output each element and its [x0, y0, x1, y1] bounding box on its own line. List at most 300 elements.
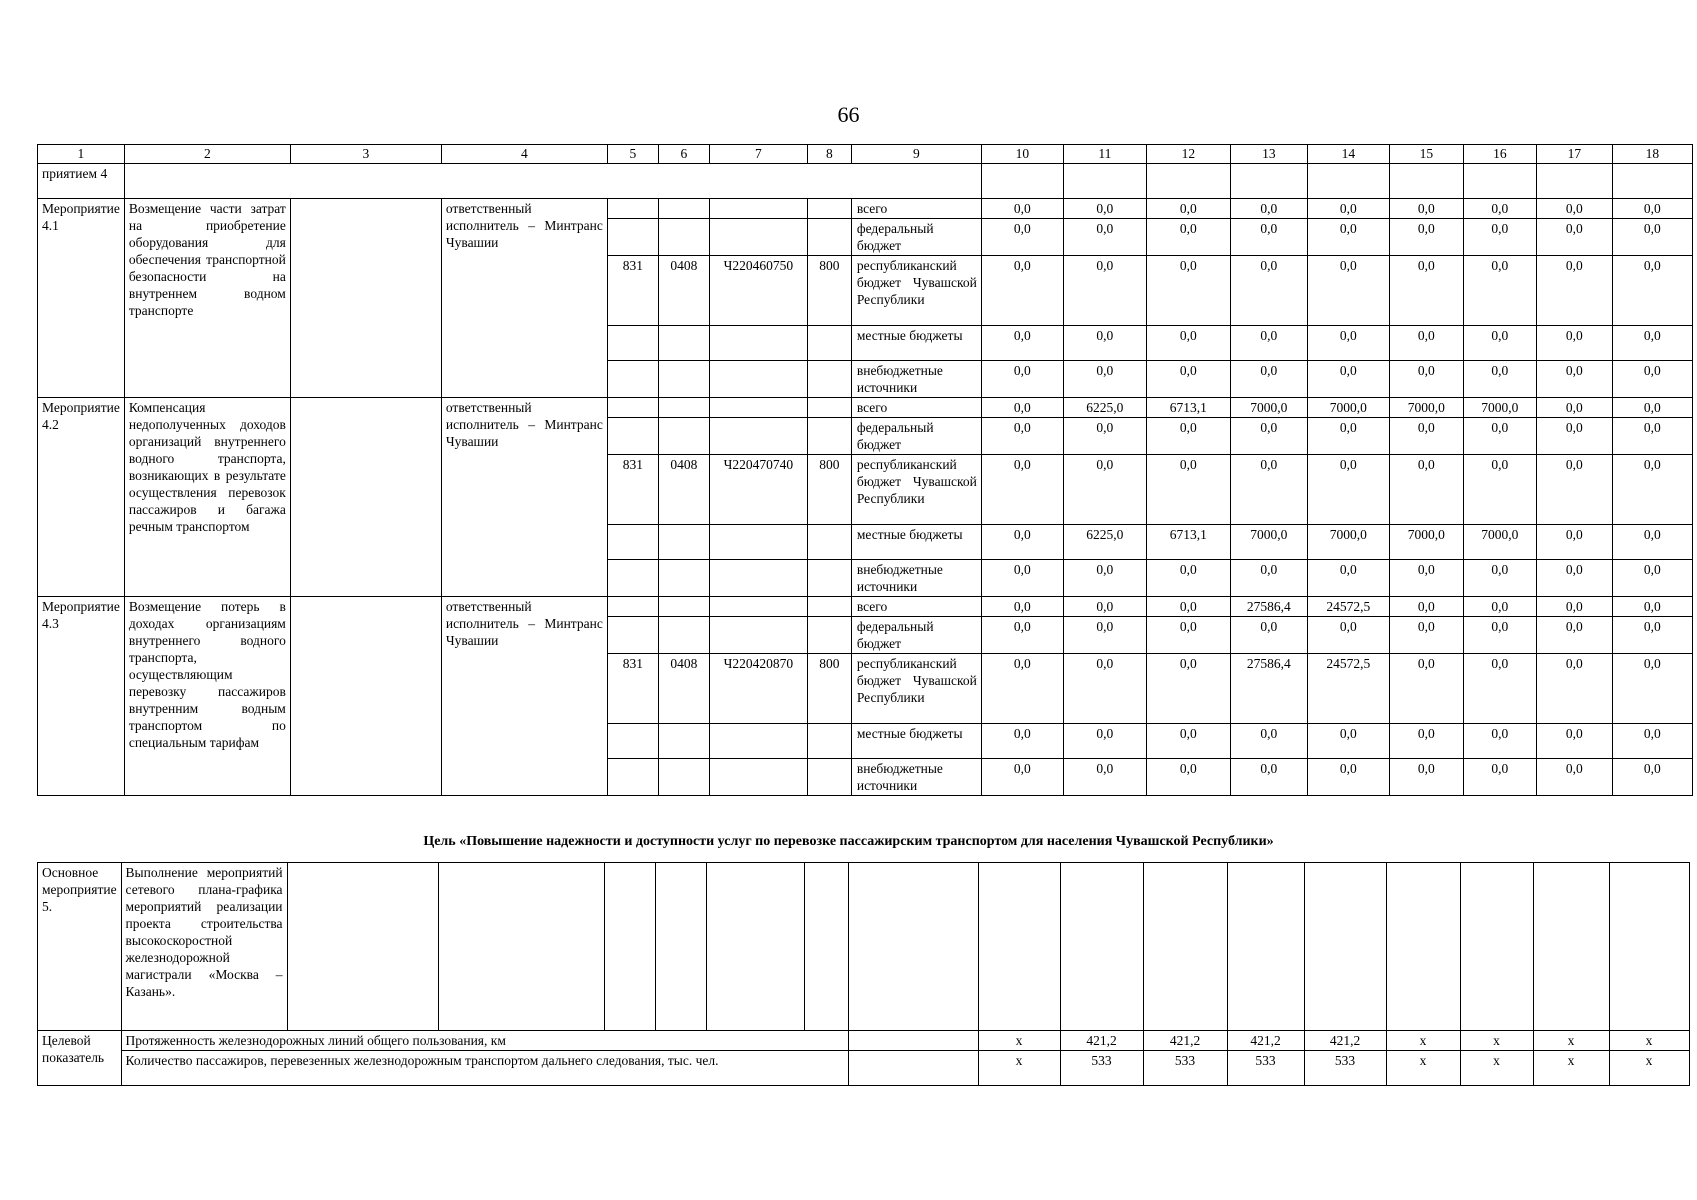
- value-cell: 0,0: [1536, 759, 1612, 796]
- indicator-value-cell: 533: [1304, 1051, 1386, 1086]
- value-cell: 0,0: [1230, 759, 1307, 796]
- value-cell: 0,0: [1063, 219, 1146, 256]
- empty-cell: [709, 199, 807, 219]
- value-cell: 0,0: [1063, 418, 1146, 455]
- column-number: 3: [290, 145, 441, 164]
- value-cell: 0,0: [1463, 617, 1536, 654]
- value-cell: 0,0: [1307, 418, 1389, 455]
- value-cell: 0,0: [1146, 654, 1230, 724]
- empty-cell: [709, 724, 807, 759]
- indicator-row: [38, 1051, 1690, 1086]
- empty-cell: [1609, 863, 1689, 1031]
- table-row: [38, 164, 1693, 199]
- value-cell: 0,0: [1536, 418, 1612, 455]
- value-cell: 0,0: [981, 418, 1063, 455]
- empty-cell: [978, 863, 1060, 1031]
- value-cell: 7000,0: [1307, 525, 1389, 560]
- value-cell: 0,0: [1389, 199, 1463, 219]
- value-cell: 0,0: [1389, 326, 1463, 361]
- value-cell: 0,0: [1389, 455, 1463, 525]
- value-cell: 0,0: [1463, 560, 1536, 597]
- value-cell: 0,0: [1230, 560, 1307, 597]
- empty-cell: [807, 418, 851, 455]
- empty-cell: [124, 164, 981, 199]
- section-code-cell: 0408: [658, 654, 709, 724]
- value-cell: 0,0: [1463, 219, 1536, 256]
- value-cell: 27586,4: [1230, 654, 1307, 724]
- indicator-value-cell: x: [978, 1051, 1060, 1086]
- target-code-cell: Ч220460750: [709, 256, 807, 326]
- value-cell: 0,0: [1063, 560, 1146, 597]
- empty-cell: [848, 863, 978, 1031]
- indicator-value-cell: x: [1386, 1031, 1460, 1051]
- value-cell: 0,0: [1612, 219, 1692, 256]
- value-cell: 7000,0: [1230, 398, 1307, 418]
- indicator-value-cell: 421,2: [1060, 1031, 1143, 1051]
- value-cell: 0,0: [1230, 219, 1307, 256]
- empty-cell: [709, 597, 807, 617]
- indicator-value-cell: x: [1609, 1031, 1689, 1051]
- value-cell: 0,0: [981, 724, 1063, 759]
- main-measure-name-cell: Выполнение мероприятий сетевого плана-графика мероприятий реализации проекта строительства высокоскоростной железнодорожной магистрали «Москва – Казань».: [121, 863, 287, 1031]
- value-cell: 0,0: [1612, 455, 1692, 525]
- section-code-cell: 0408: [658, 256, 709, 326]
- value-cell: 0,0: [1463, 361, 1536, 398]
- value-cell: 0,0: [981, 219, 1063, 256]
- value-cell: 0,0: [1612, 759, 1692, 796]
- value-cell: 0,0: [981, 617, 1063, 654]
- value-cell: 0,0: [1536, 326, 1612, 361]
- value-cell: 0,0: [981, 326, 1063, 361]
- main-measure-label-cell: Основное мероприятие 5.: [38, 863, 122, 1031]
- empty-cell: [1227, 863, 1304, 1031]
- value-cell: 0,0: [1536, 525, 1612, 560]
- value-cell: 0,0: [1536, 398, 1612, 418]
- indicator-value-cell: x: [978, 1031, 1060, 1051]
- empty-cell: [807, 326, 851, 361]
- column-number: 13: [1230, 145, 1307, 164]
- column-number: 8: [807, 145, 851, 164]
- value-cell: 0,0: [1307, 256, 1389, 326]
- empty-cell: [604, 863, 655, 1031]
- measure-label-cell: Мероприятие 4.2: [38, 398, 125, 597]
- value-cell: 0,0: [1146, 617, 1230, 654]
- table-row: [38, 863, 1690, 1031]
- measure-name-cell: Возмещение потерь в доходах организациям внутреннего водного транспорта, осуществляющим перевозку пассажиров внутренним водным транспортом по специальным тарифам: [124, 597, 290, 796]
- value-cell: 0,0: [1463, 455, 1536, 525]
- funding-source-cell: всего: [851, 199, 981, 219]
- empty-cell: [607, 759, 658, 796]
- value-cell: 0,0: [1463, 654, 1536, 724]
- measure-label-cell: приятием 4: [38, 164, 125, 199]
- empty-cell: [290, 398, 441, 597]
- value-cell: 0,0: [1612, 724, 1692, 759]
- value-cell: 0,0: [1612, 361, 1692, 398]
- empty-cell: [1389, 164, 1463, 199]
- empty-cell: [438, 863, 604, 1031]
- value-cell: 0,0: [1389, 219, 1463, 256]
- empty-cell: [1536, 164, 1612, 199]
- indicator-value-cell: x: [1533, 1031, 1609, 1051]
- column-number: 1: [38, 145, 125, 164]
- target-code-cell: Ч220420870: [709, 654, 807, 724]
- value-cell: 0,0: [1063, 617, 1146, 654]
- empty-cell: [287, 863, 438, 1031]
- executor-cell: ответственный исполнитель – Минтранс Чувашии: [441, 199, 607, 398]
- value-cell: 0,0: [1463, 418, 1536, 455]
- empty-cell: [607, 617, 658, 654]
- column-number: 17: [1536, 145, 1612, 164]
- empty-cell: [607, 525, 658, 560]
- value-cell: 0,0: [1146, 199, 1230, 219]
- empty-cell: [709, 418, 807, 455]
- executor-cell: ответственный исполнитель – Минтранс Чувашии: [441, 398, 607, 597]
- value-cell: 0,0: [1230, 455, 1307, 525]
- indicator-value-cell: 533: [1060, 1051, 1143, 1086]
- value-cell: 0,0: [1612, 418, 1692, 455]
- empty-cell: [607, 326, 658, 361]
- empty-cell: [607, 560, 658, 597]
- funding-source-cell: внебюджетные источники: [851, 759, 981, 796]
- value-cell: 0,0: [1146, 455, 1230, 525]
- column-number: 5: [607, 145, 658, 164]
- empty-cell: [1063, 164, 1146, 199]
- value-cell: 0,0: [1146, 361, 1230, 398]
- empty-cell: [655, 863, 706, 1031]
- funding-source-cell: федеральный бюджет: [851, 418, 981, 455]
- column-number: 16: [1463, 145, 1536, 164]
- column-number: 10: [981, 145, 1063, 164]
- value-cell: 0,0: [1063, 759, 1146, 796]
- value-cell: 0,0: [1146, 418, 1230, 455]
- value-cell: 0,0: [1612, 525, 1692, 560]
- value-cell: 24572,5: [1307, 597, 1389, 617]
- empty-cell: [709, 525, 807, 560]
- funding-source-cell: местные бюджеты: [851, 326, 981, 361]
- funding-source-cell: всего: [851, 597, 981, 617]
- empty-cell: [709, 219, 807, 256]
- value-cell: 0,0: [1536, 597, 1612, 617]
- empty-cell: [804, 863, 848, 1031]
- value-cell: 0,0: [1146, 326, 1230, 361]
- value-cell: 6713,1: [1146, 398, 1230, 418]
- column-number: 15: [1389, 145, 1463, 164]
- empty-cell: [1304, 863, 1386, 1031]
- value-cell: 0,0: [1146, 759, 1230, 796]
- value-cell: 0,0: [1389, 617, 1463, 654]
- value-cell: 0,0: [981, 256, 1063, 326]
- funding-source-cell: республиканский бюджет Чувашской Республики: [851, 256, 981, 326]
- measure-label-cell: Мероприятие 4.1: [38, 199, 125, 398]
- value-cell: 0,0: [1146, 560, 1230, 597]
- value-cell: 6225,0: [1063, 398, 1146, 418]
- empty-cell: [290, 597, 441, 796]
- funding-source-cell: всего: [851, 398, 981, 418]
- funding-source-cell: местные бюджеты: [851, 724, 981, 759]
- indicator-value-cell: 533: [1143, 1051, 1227, 1086]
- value-cell: 0,0: [981, 398, 1063, 418]
- empty-cell: [658, 617, 709, 654]
- value-cell: 0,0: [1536, 724, 1612, 759]
- value-cell: 0,0: [1389, 654, 1463, 724]
- value-cell: 0,0: [1536, 256, 1612, 326]
- value-cell: 0,0: [1612, 398, 1692, 418]
- value-cell: 0,0: [1536, 199, 1612, 219]
- funding-source-cell: местные бюджеты: [851, 525, 981, 560]
- value-cell: 0,0: [1389, 256, 1463, 326]
- value-cell: 6713,1: [1146, 525, 1230, 560]
- empty-cell: [658, 361, 709, 398]
- empty-cell: [709, 560, 807, 597]
- empty-cell: [658, 326, 709, 361]
- empty-cell: [658, 597, 709, 617]
- empty-cell: [807, 759, 851, 796]
- column-number: 11: [1063, 145, 1146, 164]
- value-cell: 0,0: [1307, 724, 1389, 759]
- grbs-code-cell: 831: [607, 455, 658, 525]
- empty-cell: [709, 759, 807, 796]
- value-cell: 0,0: [1307, 455, 1389, 525]
- target-code-cell: Ч220470740: [709, 455, 807, 525]
- empty-cell: [709, 361, 807, 398]
- value-cell: 0,0: [1230, 418, 1307, 455]
- value-cell: 0,0: [1063, 724, 1146, 759]
- value-cell: 7000,0: [1307, 398, 1389, 418]
- funding-source-cell: внебюджетные источники: [851, 560, 981, 597]
- indicator-value-cell: x: [1609, 1051, 1689, 1086]
- value-cell: 0,0: [1536, 654, 1612, 724]
- value-cell: 24572,5: [1307, 654, 1389, 724]
- value-cell: 0,0: [1389, 418, 1463, 455]
- indicator-value-cell: 421,2: [1304, 1031, 1386, 1051]
- budget-table: [37, 144, 1693, 796]
- empty-cell: [807, 199, 851, 219]
- value-cell: 0,0: [1146, 256, 1230, 326]
- expense-type-cell: 800: [807, 455, 851, 525]
- empty-cell: [658, 724, 709, 759]
- measure-name-cell: Компенсация недополученных доходов организаций внутреннего водного транспорта, возникающих в результате осуществления перевозок пассажиров и багажа речным транспортом: [124, 398, 290, 597]
- value-cell: 0,0: [1389, 361, 1463, 398]
- value-cell: 0,0: [1063, 597, 1146, 617]
- funding-source-cell: республиканский бюджет Чувашской Республики: [851, 654, 981, 724]
- funding-source-cell: республиканский бюджет Чувашской Республики: [851, 455, 981, 525]
- value-cell: 0,0: [1307, 199, 1389, 219]
- value-cell: 0,0: [1536, 455, 1612, 525]
- indicator-name-cell: Протяженность железнодорожных линий общего пользования, км: [121, 1031, 848, 1051]
- value-cell: 7000,0: [1389, 398, 1463, 418]
- table-row: [38, 398, 1693, 418]
- value-cell: 0,0: [1536, 617, 1612, 654]
- value-cell: 0,0: [1230, 256, 1307, 326]
- value-cell: 0,0: [1389, 597, 1463, 617]
- value-cell: 0,0: [1612, 560, 1692, 597]
- empty-cell: [807, 597, 851, 617]
- column-number-row: [38, 145, 1693, 164]
- empty-cell: [1533, 863, 1609, 1031]
- value-cell: 0,0: [1063, 199, 1146, 219]
- value-cell: 0,0: [981, 654, 1063, 724]
- value-cell: 0,0: [1307, 617, 1389, 654]
- empty-cell: [658, 560, 709, 597]
- empty-cell: [807, 398, 851, 418]
- value-cell: 0,0: [1063, 326, 1146, 361]
- indicator-value-cell: 533: [1227, 1051, 1304, 1086]
- table-row: [38, 597, 1693, 617]
- value-cell: 0,0: [1063, 654, 1146, 724]
- value-cell: 0,0: [1612, 617, 1692, 654]
- value-cell: 0,0: [981, 361, 1063, 398]
- value-cell: 0,0: [1146, 724, 1230, 759]
- empty-cell: [1060, 863, 1143, 1031]
- column-number: 18: [1612, 145, 1692, 164]
- empty-cell: [658, 759, 709, 796]
- value-cell: 7000,0: [1230, 525, 1307, 560]
- goal-table: [37, 862, 1690, 1086]
- indicator-value-cell: x: [1460, 1051, 1533, 1086]
- value-cell: 0,0: [1307, 219, 1389, 256]
- column-number: 4: [441, 145, 607, 164]
- empty-cell: [658, 398, 709, 418]
- measure-label-cell: Мероприятие 4.3: [38, 597, 125, 796]
- empty-cell: [1386, 863, 1460, 1031]
- value-cell: 0,0: [981, 199, 1063, 219]
- value-cell: 0,0: [1230, 617, 1307, 654]
- indicator-value-cell: x: [1533, 1051, 1609, 1086]
- value-cell: 0,0: [1063, 361, 1146, 398]
- expense-type-cell: 800: [807, 654, 851, 724]
- value-cell: 0,0: [1146, 219, 1230, 256]
- column-number: 14: [1307, 145, 1389, 164]
- grbs-code-cell: 831: [607, 256, 658, 326]
- empty-cell: [1307, 164, 1389, 199]
- empty-cell: [607, 597, 658, 617]
- indicator-name-cell: Количество пассажиров, перевезенных железнодорожным транспортом дальнего следования, тыс. чел.: [121, 1051, 848, 1086]
- funding-source-cell: внебюджетные источники: [851, 361, 981, 398]
- empty-cell: [607, 361, 658, 398]
- empty-cell: [658, 219, 709, 256]
- funding-source-cell: федеральный бюджет: [851, 219, 981, 256]
- empty-cell: [1612, 164, 1692, 199]
- indicator-label-cell: Целевой показатель: [38, 1031, 122, 1086]
- value-cell: 0,0: [1612, 256, 1692, 326]
- empty-cell: [607, 418, 658, 455]
- empty-cell: [709, 398, 807, 418]
- column-number: 7: [709, 145, 807, 164]
- column-number: 12: [1146, 145, 1230, 164]
- value-cell: 7000,0: [1463, 525, 1536, 560]
- indicator-value-cell: x: [1386, 1051, 1460, 1086]
- value-cell: 0,0: [1307, 759, 1389, 796]
- indicator-value-cell: 421,2: [1143, 1031, 1227, 1051]
- value-cell: 0,0: [1230, 199, 1307, 219]
- value-cell: 0,0: [1463, 326, 1536, 361]
- value-cell: 7000,0: [1463, 398, 1536, 418]
- empty-cell: [1146, 164, 1230, 199]
- empty-cell: [807, 617, 851, 654]
- value-cell: 0,0: [1612, 199, 1692, 219]
- indicator-row: [38, 1031, 1690, 1051]
- empty-cell: [1230, 164, 1307, 199]
- executor-cell: ответственный исполнитель – Минтранс Чувашии: [441, 597, 607, 796]
- value-cell: 0,0: [1463, 199, 1536, 219]
- value-cell: 6225,0: [1063, 525, 1146, 560]
- column-number: 6: [658, 145, 709, 164]
- value-cell: 0,0: [1307, 361, 1389, 398]
- value-cell: 0,0: [1463, 256, 1536, 326]
- value-cell: 0,0: [1389, 759, 1463, 796]
- value-cell: 0,0: [981, 759, 1063, 796]
- value-cell: 0,0: [1230, 361, 1307, 398]
- empty-cell: [607, 398, 658, 418]
- value-cell: 0,0: [981, 525, 1063, 560]
- value-cell: 0,0: [1307, 326, 1389, 361]
- grbs-code-cell: 831: [607, 654, 658, 724]
- column-number: 9: [851, 145, 981, 164]
- measure-name-cell: Возмещение части затрат на приобретение оборудования для обеспечения транспортной безопасности на внутреннем водном транспорте: [124, 199, 290, 398]
- empty-cell: [1460, 863, 1533, 1031]
- value-cell: 0,0: [1463, 759, 1536, 796]
- empty-cell: [290, 199, 441, 398]
- empty-cell: [607, 199, 658, 219]
- indicator-value-cell: 421,2: [1227, 1031, 1304, 1051]
- value-cell: 27586,4: [1230, 597, 1307, 617]
- empty-cell: [807, 724, 851, 759]
- value-cell: 0,0: [1463, 597, 1536, 617]
- value-cell: 0,0: [1230, 326, 1307, 361]
- page-number: 66: [837, 102, 860, 127]
- value-cell: 0,0: [1536, 560, 1612, 597]
- value-cell: 0,0: [1463, 724, 1536, 759]
- value-cell: 0,0: [1536, 219, 1612, 256]
- value-cell: 0,0: [1612, 326, 1692, 361]
- empty-cell: [807, 525, 851, 560]
- expense-type-cell: 800: [807, 256, 851, 326]
- column-number: 2: [124, 145, 290, 164]
- empty-cell: [807, 219, 851, 256]
- value-cell: 7000,0: [1389, 525, 1463, 560]
- empty-cell: [607, 219, 658, 256]
- value-cell: 0,0: [1389, 724, 1463, 759]
- value-cell: 0,0: [1063, 455, 1146, 525]
- value-cell: 0,0: [1389, 560, 1463, 597]
- empty-cell: [607, 724, 658, 759]
- value-cell: 0,0: [1612, 597, 1692, 617]
- value-cell: 0,0: [1146, 597, 1230, 617]
- empty-cell: [709, 326, 807, 361]
- empty-cell: [658, 199, 709, 219]
- section-code-cell: 0408: [658, 455, 709, 525]
- empty-cell: [658, 418, 709, 455]
- value-cell: 0,0: [1230, 724, 1307, 759]
- goal-heading: Цель «Повышение надежности и доступности услуг по перевозке пассажирским транспортом для населения Чувашской Республики»: [423, 834, 1274, 849]
- value-cell: 0,0: [981, 455, 1063, 525]
- empty-cell: [709, 617, 807, 654]
- value-cell: 0,0: [981, 597, 1063, 617]
- empty-cell: [848, 1051, 978, 1086]
- empty-cell: [848, 1031, 978, 1051]
- funding-source-cell: федеральный бюджет: [851, 617, 981, 654]
- empty-cell: [1143, 863, 1227, 1031]
- empty-cell: [658, 525, 709, 560]
- value-cell: 0,0: [1063, 256, 1146, 326]
- value-cell: 0,0: [981, 560, 1063, 597]
- empty-cell: [1463, 164, 1536, 199]
- empty-cell: [807, 560, 851, 597]
- table-row: [38, 199, 1693, 219]
- empty-cell: [706, 863, 804, 1031]
- indicator-value-cell: x: [1460, 1031, 1533, 1051]
- empty-cell: [981, 164, 1063, 199]
